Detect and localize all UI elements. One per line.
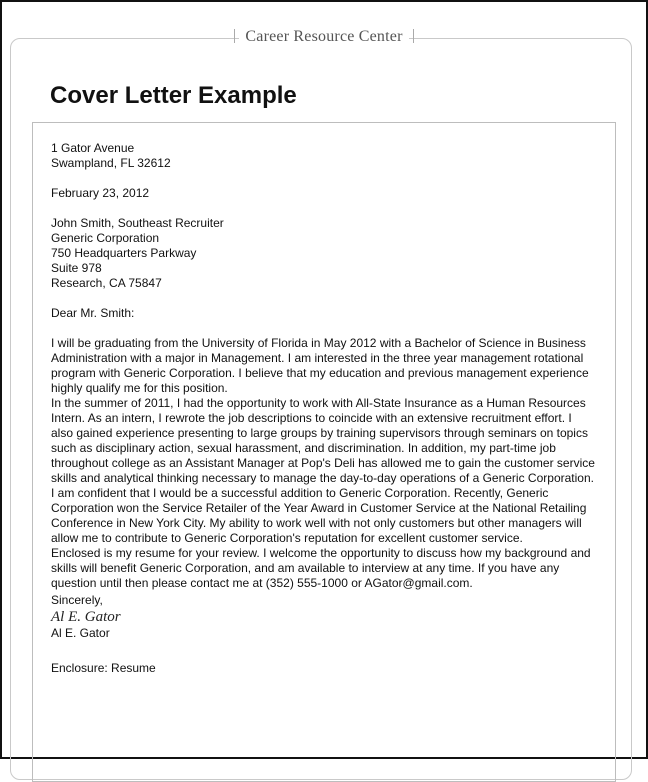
header-divider-right (413, 29, 414, 43)
signature: Al E. Gator (51, 609, 121, 625)
salutation-block (51, 306, 595, 321)
site-header-label: Career Resource Center (239, 28, 408, 46)
recipient-address-line: Suite 978 (51, 261, 102, 275)
body-paragraph: I will be graduating from the University of Florida in May 2012 with a Bachelor of Science in Business Administration with a major in Management. I am interested in the three year management rotational program with Generic Corporation. I believe that my education and previous management experience highly qualify me for this position. (51, 336, 589, 395)
body-paragraph: Enclosed is my resume for your review. I welcome the opportunity to discuss how my background and skills will benefit Generic Corporation, and am available to interview at any time. If you have any question until then please contact me at (352) 555-1000 or AGator@gmail.com. (51, 546, 591, 590)
recipient-address-line: Generic Corporation (51, 231, 160, 245)
closing: Sincerely, (51, 593, 103, 607)
enclosure-note: Enclosure: Resume (51, 661, 156, 675)
letter-date: February 23, 2012 (51, 186, 150, 200)
sender-address-line: Swampland, FL 32612 (51, 156, 171, 170)
signer-name: Al E. Gator (51, 626, 110, 640)
recipient-address (51, 216, 595, 291)
body-paragraph: In the summer of 2011, I had the opportunity to work with All-State Insurance as a Human Resources Intern. As an intern, I rewrote the job descriptions to coincide with an extensive recruitment effort. I also gained experience presenting to large groups by training supervisors through seminars on topics such as disciplinary action, sexual harassment, and discrimination. In addition, my part-time job throughout college as an Assistant Manager at Pop's Deli has allowed me to gain the customer service skills and analytical thinking necessary to manage the day-to-day operations of a Generic Corporation. (51, 396, 595, 485)
sender-address-line: 1 Gator Avenue (51, 141, 135, 155)
salutation: Dear Mr. Smith: (51, 306, 135, 320)
recipient-address-line: 750 Headquarters Parkway (51, 246, 197, 260)
recipient-address-line: Research, CA 75847 (51, 276, 162, 290)
cover-letter (32, 122, 616, 782)
sender-address (51, 141, 595, 171)
page-title: Cover Letter Example (50, 82, 297, 109)
body-paragraph: I am confident that I would be a successful addition to Generic Corporation. Recently, Generic Corporation won the Service Retailer of the Year Award in Customer Service at the National Retailing Conference in New York City. My ability to work well with not only customers but other managers will allow me to contribute to Generic Corporation's reputation for excellent customer service. (51, 486, 587, 545)
site-header (0, 28, 648, 46)
header-divider-left (234, 29, 235, 43)
letter-date-block (51, 186, 595, 201)
recipient-address-line: John Smith, Southeast Recruiter (51, 216, 224, 230)
